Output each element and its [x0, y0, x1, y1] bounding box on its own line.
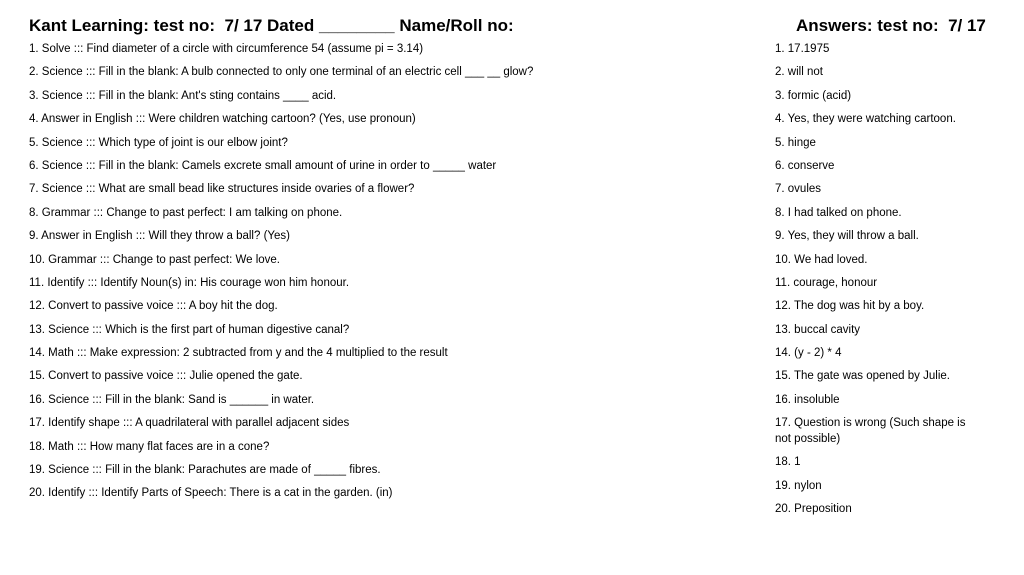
- answer-item: 11. courage, honour: [775, 276, 878, 289]
- answer-item: 2. will not: [775, 66, 823, 79]
- answer-item: 9. Yes, they will throw a ball.: [775, 230, 919, 243]
- answer-item: 14. (y - 2) * 4: [775, 347, 842, 360]
- answer-item: 20. Preposition: [775, 503, 852, 516]
- answer-item: 4. Yes, they were watching cartoon.: [775, 113, 956, 126]
- question-item: 7. Science ::: What are small bead like structures inside ovaries of a flower?: [29, 183, 415, 196]
- question-item: 5. Science ::: Which type of joint is our elbow joint?: [29, 136, 288, 149]
- question-item: 15. Convert to passive voice ::: Julie opened the gate.: [29, 370, 303, 383]
- answer-item: 6. conserve: [775, 159, 835, 172]
- answer-item: 12. The dog was hit by a boy.: [775, 300, 925, 313]
- question-item: 20. Identify ::: Identify Parts of Speech: There is a cat in the garden. (in): [29, 487, 393, 500]
- question-item: 16. Science ::: Fill in the blank: Sand is ______ in water.: [29, 393, 315, 406]
- answer-item: 17. Question is wrong (Such shape is not possible): [775, 417, 966, 445]
- question-list: [29, 42, 749, 510]
- page-title: Kant Learning: test no: 7/ 17 Dated ________ Name/Roll no:: [29, 16, 514, 35]
- question-item: 8. Grammar ::: Change to past perfect: I am talking on phone.: [29, 206, 343, 219]
- answer-item: 8. I had talked on phone.: [775, 206, 902, 219]
- answer-item: 15. The gate was opened by Julie.: [775, 370, 950, 383]
- answer-item: 1. 17.1975: [775, 43, 830, 55]
- answers-title: Answers: test no: 7/ 17: [796, 16, 986, 35]
- question-item: 11. Identify ::: Identify Noun(s) in: His courage won him honour.: [29, 276, 350, 289]
- question-item: 18. Math ::: How many flat faces are in a cone?: [29, 440, 270, 453]
- answer-item: 16. insoluble: [775, 393, 840, 406]
- question-item: 9. Answer in English ::: Will they throw a ball? (Yes): [29, 230, 290, 243]
- question-item: 19. Science ::: Fill in the blank: Parachutes are made of _____ fibres.: [29, 464, 381, 477]
- question-item: 17. Identify shape ::: A quadrilateral with parallel adjacent sides: [29, 417, 350, 430]
- question-item: 3. Science ::: Fill in the blank: Ant's sting contains ____ acid.: [29, 89, 337, 102]
- question-item: 2. Science ::: Fill in the blank: A bulb connected to only one terminal of an electric cell ___ __ glow?: [29, 66, 534, 79]
- question-item: 13. Science ::: Which is the first part of human digestive canal?: [29, 323, 350, 336]
- answer-item: 18. 1: [775, 456, 801, 469]
- answer-item: 10. We had loved.: [775, 253, 868, 266]
- question-item: 1. Solve ::: Find diameter of a circle with circumference 54 (assume pi = 3.14): [29, 43, 424, 55]
- answer-list: [775, 42, 975, 525]
- answer-item: 5. hinge: [775, 136, 816, 149]
- answer-item: 13. buccal cavity: [775, 323, 861, 336]
- answer-item: 3. formic (acid): [775, 89, 852, 102]
- question-item: 14. Math ::: Make expression: 2 subtracted from y and the 4 multiplied to the result: [29, 347, 448, 360]
- question-item: 4. Answer in English ::: Were children watching cartoon? (Yes, use pronoun): [29, 113, 416, 126]
- answer-item: 7. ovules: [775, 183, 822, 196]
- answer-item: 19. nylon: [775, 479, 822, 492]
- question-item: 12. Convert to passive voice ::: A boy hit the dog.: [29, 300, 278, 313]
- question-item: 6. Science ::: Fill in the blank: Camels excrete small amount of urine in order to _____ water: [29, 159, 497, 172]
- question-item: 10. Grammar ::: Change to past perfect: We love.: [29, 253, 280, 266]
